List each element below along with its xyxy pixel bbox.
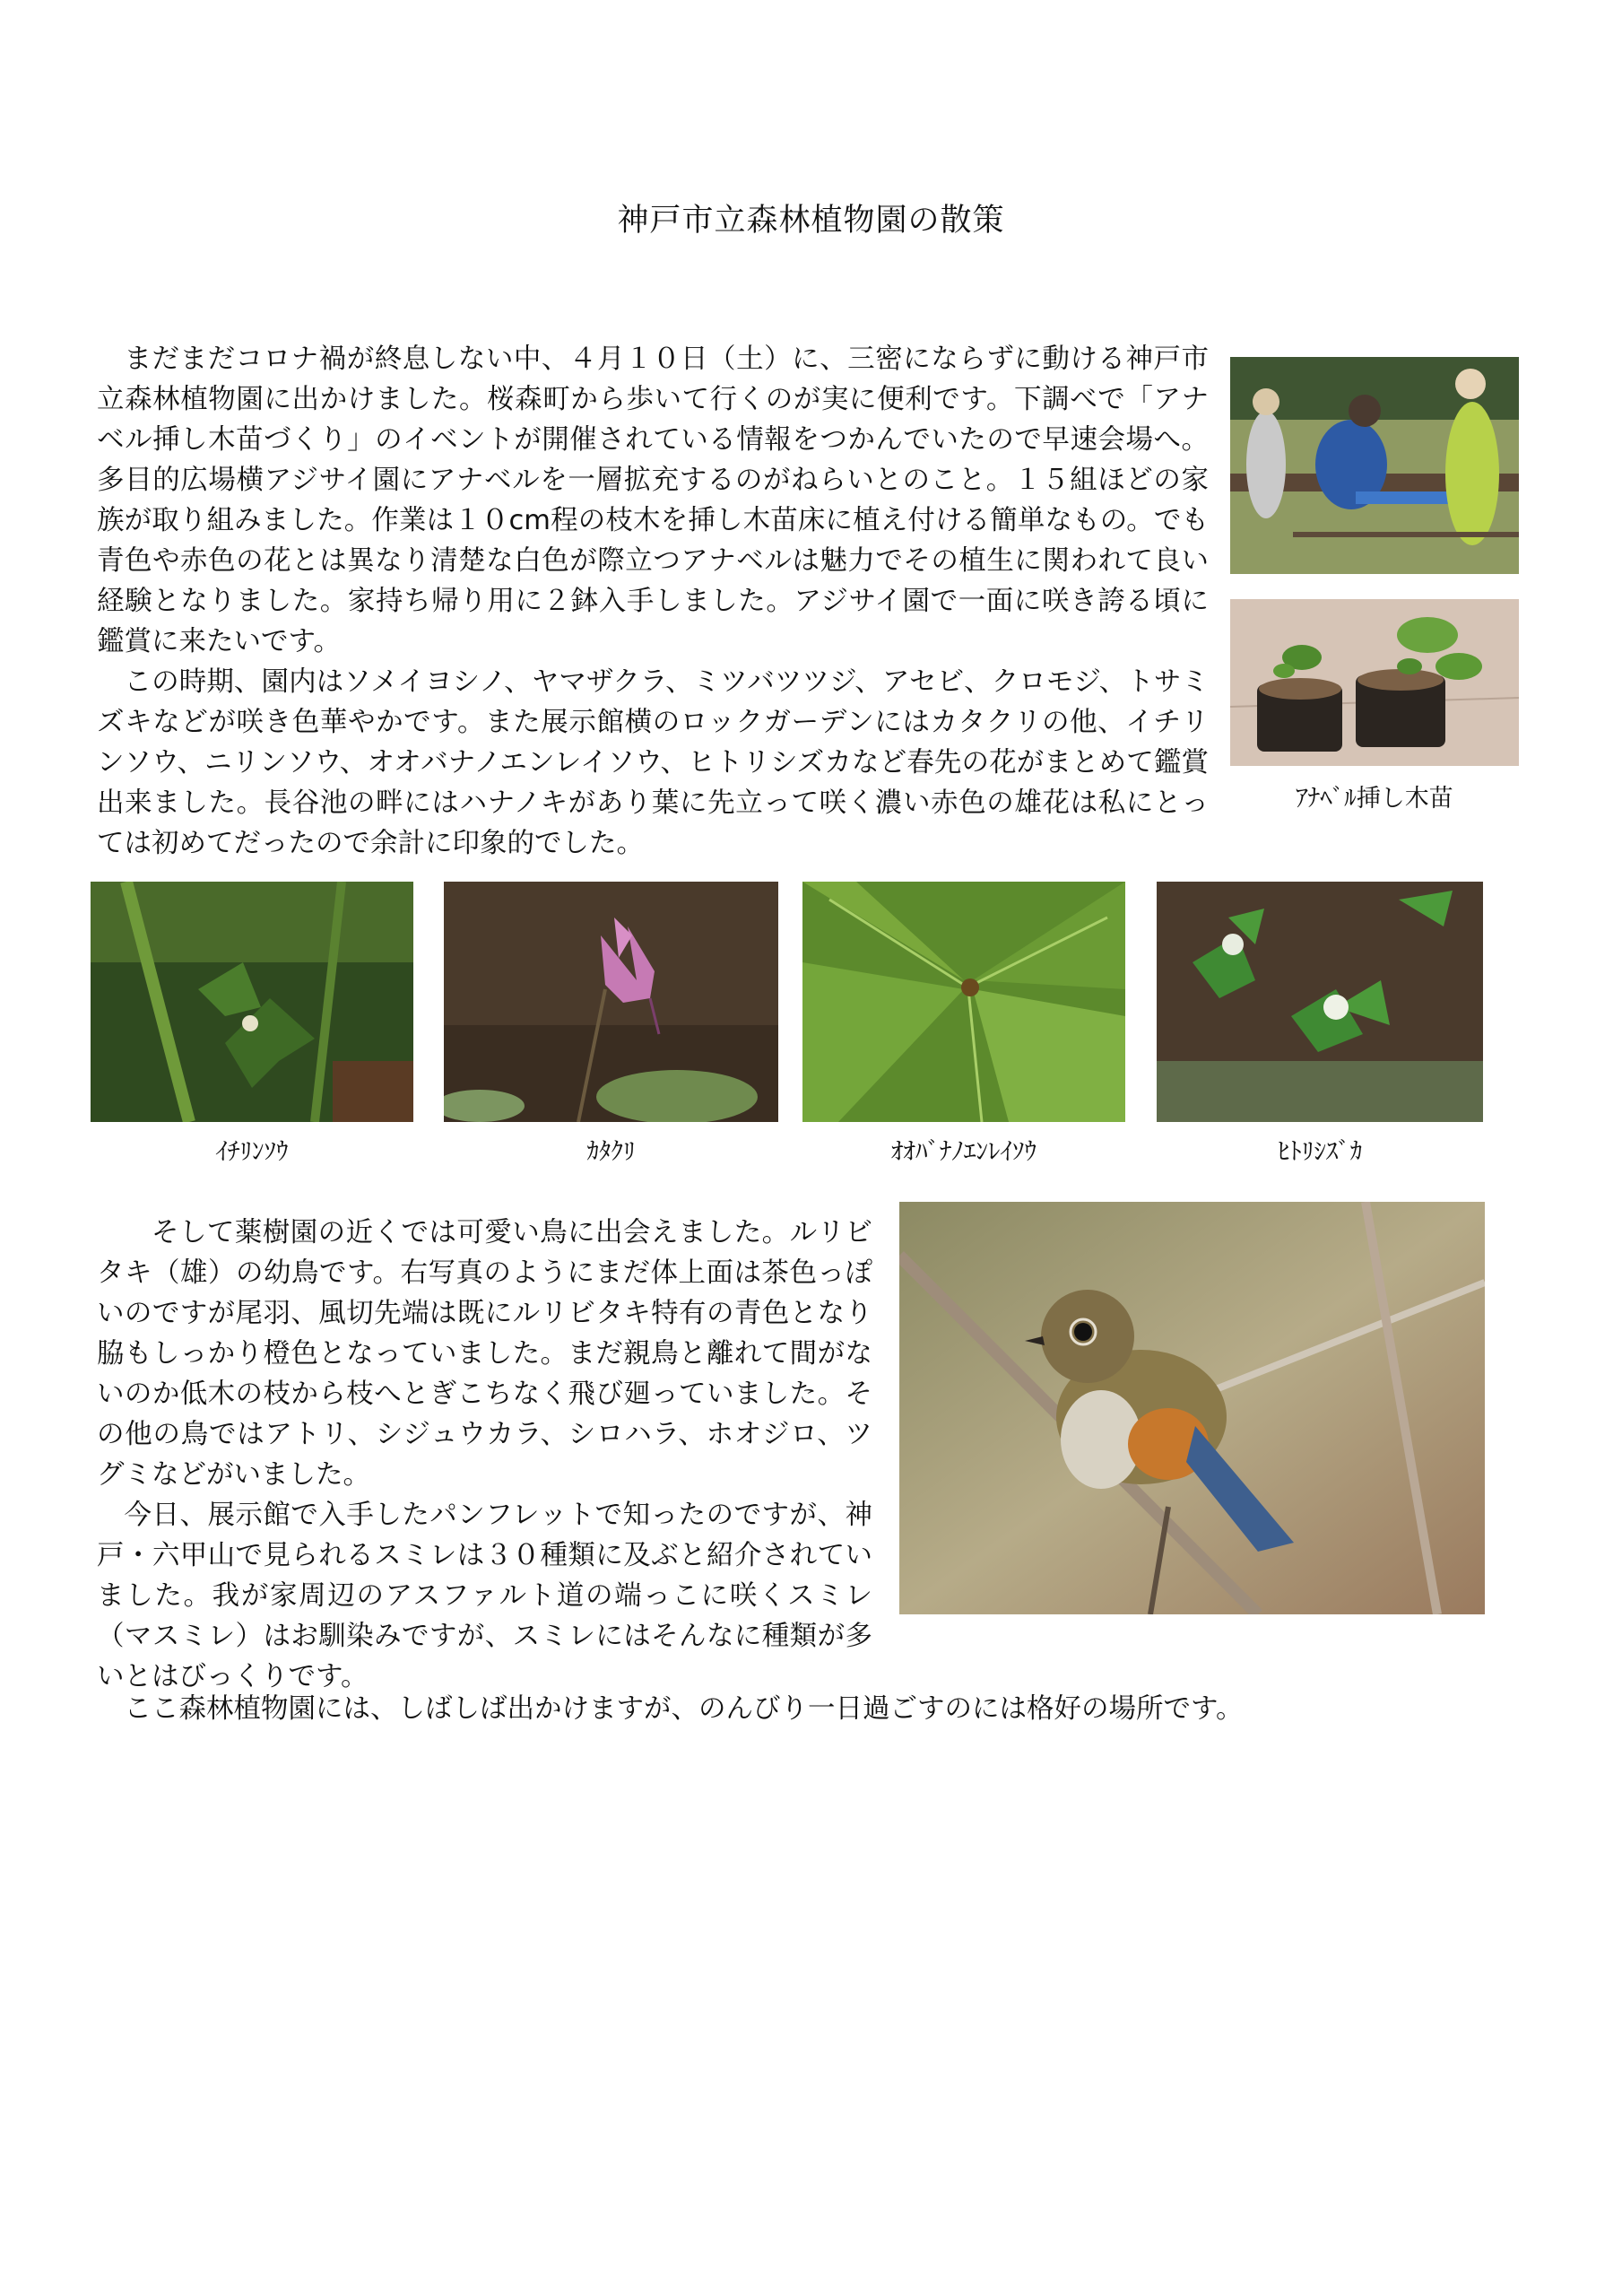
ichirinso-photo	[91, 882, 413, 1122]
paragraph-bird: そして薬樹園の近くでは可愛い鳥に出会えました。ルリビタキ（雄）の幼鳥です。右写真のようにまだ体上面は茶色っぽいのですが尾羽、風切先端は既にルリビタキ特有の青色となり脇もしっかり橙色となっていました。まだ親鳥と離れて間がないのか低木の枝から枝へとぎこちなく飛び廻っていました。その他の鳥ではアトリ、シジュウカラ、シロハラ、ホオジロ、ツグミなどがいました。	[97, 1217, 872, 1491]
cutting-caption: ｱﾅﾍﾞﾙ挿し木苗	[1296, 785, 1453, 813]
paragraph-event: まだまだコロナ禍が終息しない中、４月１０日（土）に、三密にならずに動ける神戸市立森林植物園に出かけました。桜森町から歩いて行くのが実に便利です。下調べで「アナベル挿し木苗づくり」のイベントが開催されている情報をつかんでいたので早速会場へ。多目的広場横アジサイ園にアナベルを一層拡充するのがねらいとのこと。１５組ほどの家族が取り組みました。作業は１０cm程の枝木を挿し木苗床に植え付ける簡単なもの。でも青色や赤色の花とは異なり清楚な白色が際立つアナベルは魅力でその植生に関われて良い経験となりました。家持ち帰り用に２鉢入手しました。アジサイ園で一面に咲き誇る頃に鑑賞に来たいです。	[97, 344, 1209, 657]
hitorishizuka-caption: ﾋﾄﾘｼｽﾞｶ	[1277, 1138, 1363, 1166]
trillium-caption: ｵｵﾊﾞﾅﾉｴﾝﾚｲｿｳ	[891, 1138, 1037, 1166]
cutting-photo	[1230, 599, 1519, 766]
paragraph-flowers: この時期、園内はソメイヨシノ、ヤマザクラ、ミツバツツジ、アセビ、クロモジ、トサミズキなどが咲き色華やかです。また展示館横のロックガーデンにはカタクリの他、イチリンソウ、ニリンソウ、オオバナノエンレイソウ、ヒトリシズカなど春先の花がまとめて鑑賞出来ました。長谷池の畔にはハナノキがあり葉に先立って咲く濃い赤色の雄花は私にとっては初めてだったので余計に印象的でした。	[97, 666, 1209, 859]
paragraph-closing: ここ森林植物園には、しばしば出かけますが、のんびり一日過ごすのには格好の場所です。	[124, 1693, 1244, 1725]
paragraph-violets: 今日、展示館で入手したパンフレットで知ったのですが、神戸・六甲山で見られるスミレは３０種類に及ぶと紹介されていました。我が家周辺のアスファルト道の端っこに咲くスミレ（マスミレ）はお馴染みですが、スミレにはそんなに種類が多いとはびっくりです。	[97, 1500, 872, 1692]
intro-text	[97, 339, 1209, 864]
katakuri-caption: ｶﾀｸﾘ	[586, 1138, 636, 1166]
event-photo	[1230, 357, 1519, 574]
katakuri-photo	[444, 882, 778, 1122]
ichirinso-caption: ｲﾁﾘﾝｿｳ	[215, 1138, 289, 1166]
closing-text	[97, 1689, 1496, 1729]
page-title: 神戸市立森林植物園の散策	[617, 203, 1005, 239]
trillium-photo	[802, 882, 1125, 1122]
bird-photo	[899, 1202, 1485, 1614]
bird-text	[97, 1213, 872, 1697]
hitorishizuka-photo	[1157, 882, 1483, 1122]
